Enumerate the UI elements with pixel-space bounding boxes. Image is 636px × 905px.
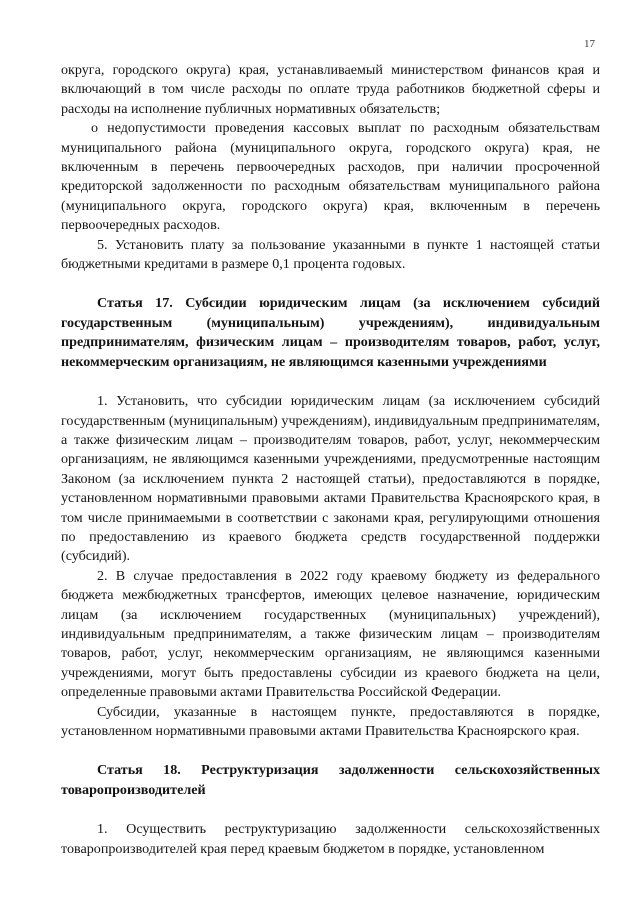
spacer [61, 741, 600, 761]
article-17-paragraph-2: 2. В случае предоставления в 2022 году краевому бюджету из федерального бюджета межбюджетных трансфертов, имеющих целевое назначение, юридическим лицам (за исключением государственных (муниципальных) учреждений), индивидуальным предпринимателям, а также физическим лицам – производителям товаров, работ, услуг, некоммерческим организациям, не являющимся казенными учреждениями, могут быть предоставлены субсидии из краевого бюджета на цели, определенные правовыми актами Правительства Российской Федерации. [61, 567, 600, 701]
page-number: 17 [584, 38, 595, 50]
spacer [61, 800, 600, 820]
article-18-paragraph-1: 1. Осуществить реструктуризацию задолженности сельскохозяйственных товаропроизводителей края перед краевым бюджетом в порядке, установленном [61, 821, 600, 857]
page-content [61, 61, 600, 859]
article-17-paragraph-1: 1. Установить, что субсидии юридическим лицам (за исключением субсидий государственным (муниципальным) учреждениям), индивидуальным предпринимателям, а также физическим лицам – производителям товаров, работ, услуг, некоммерческим организациям, не являющимся казенными учреждениями, предусмотренные настоящим Законом (за исключением пункта 2 настоящей статьи), предоставляются в порядке, установленном нормативными правовыми актами Правительства Красноярского края, в том числе принимаемыми в соответствии с законами края, регулирующими отношения по предоставлению из краевого бюджета средств государственной поддержки (субсидий). [61, 393, 600, 565]
paragraph-continuation: округа, городского округа) края, устанавливаемый министерством финансов края и включающий в том числе расходы по оплате труда работников бюджетной сферы и расходы на исполнение публичных нормативных обязательств; [61, 62, 600, 117]
spacer [61, 372, 600, 392]
spacer [61, 274, 600, 294]
article-17-paragraph-3: Субсидии, указанные в настоящем пункте, предоставляются в порядке, установленном нормативными правовыми актами Правительства Красноярского края. [61, 703, 600, 739]
paragraph-bullet: о недопустимости проведения кассовых выплат по расходным обязательствам муниципального района (муниципального округа, городского округа) края, не включенным в перечень первоочередных расходов, при наличии просроченной кредиторской задолженности по расходным обязательствам муниципального района (муниципального округа, городского округа) края, включенным в перечень первоочередных расходов. [61, 120, 600, 234]
paragraph-item-5: 5. Установить плату за пользование указанными в пункте 1 настоящей статьи бюджетными кредитами в размере 0,1 процента годовых. [61, 236, 600, 273]
article-18-title: Статья 18. Реструктуризация задолженности сельскохозяйственных товаропроизводителей [61, 762, 600, 798]
article-17-title: Статья 17. Субсидии юридическим лицам (за исключением субсидий государственным (муниципальным) учреждениям), индивидуальным предпринимателям, физическим лицам – производителям товаров, работ, услуг, некоммерческим организациям, не являющимся казенными учреждениями [61, 295, 600, 370]
